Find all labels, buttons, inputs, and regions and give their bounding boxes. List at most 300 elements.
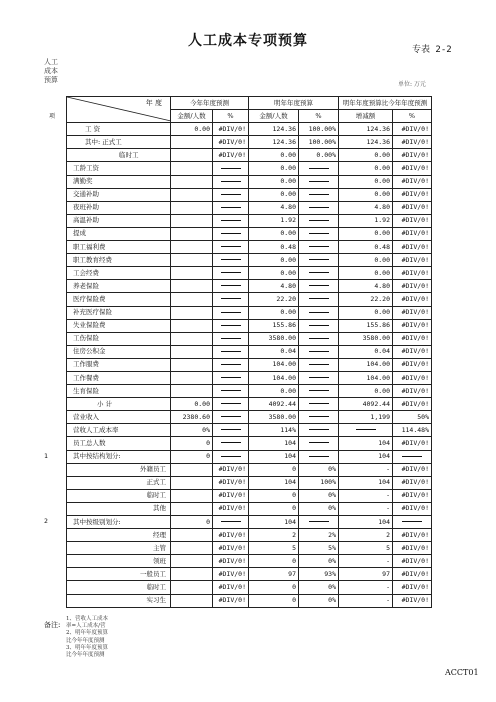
dash-mark bbox=[309, 298, 329, 299]
row-cell: - bbox=[339, 463, 393, 476]
table-row bbox=[67, 450, 432, 463]
table-row bbox=[67, 463, 432, 476]
row-cell: 1.92 bbox=[339, 214, 393, 227]
table-row bbox=[67, 398, 432, 411]
row-cell bbox=[213, 424, 249, 437]
row-label: 职工福利费 bbox=[67, 241, 171, 254]
row-cell: #DIV/0! bbox=[213, 136, 249, 149]
dash-mark bbox=[221, 259, 241, 260]
row-cell: 0.00 bbox=[249, 385, 299, 398]
row-cell: 0 bbox=[249, 463, 299, 476]
dash-mark bbox=[221, 364, 241, 365]
table-row bbox=[67, 227, 432, 240]
header-group-diff: 明年年度预算比今年年度预测 bbox=[339, 97, 432, 110]
dash-mark bbox=[309, 377, 329, 378]
row-cell bbox=[299, 450, 339, 463]
dash-mark bbox=[309, 351, 329, 352]
table-row bbox=[67, 516, 432, 529]
row-cell: 0.00 bbox=[249, 149, 299, 162]
dash-mark bbox=[221, 521, 241, 522]
row-cell bbox=[299, 241, 339, 254]
table-row bbox=[67, 529, 432, 542]
row-cell: 2 bbox=[339, 529, 393, 542]
dash-mark bbox=[309, 325, 329, 326]
row-cell bbox=[171, 568, 213, 581]
row-cell bbox=[171, 214, 213, 227]
row-cell: 0.00 bbox=[339, 227, 393, 240]
row-cell bbox=[299, 280, 339, 293]
row-cell bbox=[213, 450, 249, 463]
row-cell: 124.36 bbox=[339, 136, 393, 149]
notes bbox=[66, 616, 108, 659]
row-cell: 0% bbox=[299, 581, 339, 594]
row-cell: #DIV/0! bbox=[213, 149, 249, 162]
row-cell bbox=[213, 241, 249, 254]
row-cell: 0.00 bbox=[339, 385, 393, 398]
row-cell: #DIV/0! bbox=[213, 555, 249, 568]
table-row bbox=[67, 175, 432, 188]
row-cell: 100.00% bbox=[299, 123, 339, 136]
dash-mark bbox=[221, 207, 241, 208]
row-cell: #DIV/0! bbox=[393, 463, 432, 476]
row-cell: #DIV/0! bbox=[393, 123, 432, 136]
table-row bbox=[67, 594, 432, 607]
table-row bbox=[67, 568, 432, 581]
row-cell: - bbox=[339, 581, 393, 594]
row-cell bbox=[171, 502, 213, 515]
row-cell bbox=[171, 136, 213, 149]
row-cell: #DIV/0! bbox=[393, 267, 432, 280]
table-row bbox=[67, 123, 432, 136]
dash-mark bbox=[309, 390, 329, 391]
table-row bbox=[67, 214, 432, 227]
row-cell: 104 bbox=[339, 450, 393, 463]
row-cell: #DIV/0! bbox=[213, 594, 249, 607]
row-cell: 104.00 bbox=[339, 371, 393, 384]
row-cell bbox=[213, 319, 249, 332]
row-cell bbox=[171, 594, 213, 607]
row-cell: #DIV/0! bbox=[393, 254, 432, 267]
note-line: 1、营收人工成本 bbox=[66, 616, 108, 622]
row-cell bbox=[171, 332, 213, 345]
row-cell bbox=[299, 254, 339, 267]
row-cell bbox=[171, 254, 213, 267]
row-cell: 4.80 bbox=[339, 280, 393, 293]
row-cell bbox=[213, 201, 249, 214]
table-row bbox=[67, 476, 432, 489]
row-cell: 124.36 bbox=[249, 136, 299, 149]
dash-mark bbox=[221, 181, 241, 182]
row-cell: 0% bbox=[299, 555, 339, 568]
row-cell: 0.00 bbox=[171, 123, 213, 136]
row-cell bbox=[393, 516, 432, 529]
row-cell bbox=[213, 345, 249, 358]
row-cell: 0.00 bbox=[339, 149, 393, 162]
row-cell: 0.00 bbox=[249, 254, 299, 267]
row-cell: #DIV/0! bbox=[393, 542, 432, 555]
row-cell: #DIV/0! bbox=[213, 502, 249, 515]
dash-mark bbox=[221, 194, 241, 195]
row-cell bbox=[171, 267, 213, 280]
row-label: 夜班补助 bbox=[67, 201, 171, 214]
dash-mark bbox=[221, 246, 241, 247]
dash-mark bbox=[309, 521, 329, 522]
row-label: 医疗保险费 bbox=[67, 293, 171, 306]
dash-mark bbox=[221, 233, 241, 234]
table-row bbox=[67, 385, 432, 398]
row-label: 提成 bbox=[67, 227, 171, 240]
row-cell: #DIV/0! bbox=[393, 594, 432, 607]
row-label: 领班 bbox=[67, 555, 171, 568]
table-row bbox=[67, 188, 432, 201]
row-cell bbox=[171, 162, 213, 175]
row-cell bbox=[213, 162, 249, 175]
row-cell: 155.86 bbox=[249, 319, 299, 332]
row-cell bbox=[171, 319, 213, 332]
row-cell: 4092.44 bbox=[339, 398, 393, 411]
row-label: 职工教育经费 bbox=[67, 254, 171, 267]
row-cell bbox=[171, 280, 213, 293]
row-cell: #DIV/0! bbox=[393, 319, 432, 332]
row-cell: 22.20 bbox=[249, 293, 299, 306]
row-cell: #DIV/0! bbox=[393, 358, 432, 371]
row-cell: 0% bbox=[299, 489, 339, 502]
row-cell: 0.48 bbox=[249, 241, 299, 254]
row-cell: #DIV/0! bbox=[393, 162, 432, 175]
row-cell: 0.00 bbox=[171, 398, 213, 411]
row-cell: #DIV/0! bbox=[393, 529, 432, 542]
row-label: 其中按级别划分: bbox=[67, 516, 171, 529]
row-cell: 0.48 bbox=[339, 241, 393, 254]
dash-mark bbox=[309, 220, 329, 221]
row-cell: #DIV/0! bbox=[213, 476, 249, 489]
row-cell bbox=[213, 188, 249, 201]
table-row bbox=[67, 502, 432, 515]
row-label: 其中按结构划分: bbox=[67, 450, 171, 463]
row-cell: - bbox=[339, 502, 393, 515]
row-cell bbox=[299, 175, 339, 188]
row-cell: 0.00 bbox=[249, 227, 299, 240]
table-row bbox=[67, 254, 432, 267]
table-row bbox=[67, 306, 432, 319]
row-cell: 0.04 bbox=[339, 345, 393, 358]
row-cell: 124.36 bbox=[249, 123, 299, 136]
table-row bbox=[67, 424, 432, 437]
row-cell: 1,199 bbox=[339, 411, 393, 424]
row-cell: #DIV/0! bbox=[393, 201, 432, 214]
dash-mark bbox=[309, 181, 329, 182]
dash-mark bbox=[309, 233, 329, 234]
row-cell: 5 bbox=[339, 542, 393, 555]
row-cell: 104 bbox=[249, 450, 299, 463]
row-cell: #DIV/0! bbox=[393, 241, 432, 254]
row-cell: 3580.00 bbox=[249, 332, 299, 345]
row-cell: 2380.60 bbox=[171, 411, 213, 424]
row-cell: #DIV/0! bbox=[393, 280, 432, 293]
side-label: 人工 成本 预算 bbox=[44, 58, 58, 84]
row-label: 其他 bbox=[67, 502, 171, 515]
row-cell bbox=[213, 306, 249, 319]
budget-table bbox=[49, 96, 432, 608]
row-cell: 0.00 bbox=[339, 175, 393, 188]
dash-mark bbox=[221, 456, 241, 457]
row-label: 正式工 bbox=[67, 476, 171, 489]
row-cell: 104 bbox=[339, 437, 393, 450]
row-cell: 5 bbox=[249, 542, 299, 555]
table-row bbox=[67, 555, 432, 568]
row-cell bbox=[299, 437, 339, 450]
row-cell: 0 bbox=[249, 489, 299, 502]
row-cell: 0.04 bbox=[249, 345, 299, 358]
dash-mark bbox=[309, 259, 329, 260]
row-cell bbox=[171, 555, 213, 568]
row-cell: 2% bbox=[299, 529, 339, 542]
row-label: 员工总人数 bbox=[67, 437, 171, 450]
row-cell: 4.80 bbox=[249, 201, 299, 214]
header-group-next: 明年年度预算 bbox=[249, 97, 339, 110]
header-group-current: 今年年度预测 bbox=[171, 97, 249, 110]
row-cell: 0.00 bbox=[249, 267, 299, 280]
row-label: 小 计 bbox=[67, 398, 171, 411]
unit-label: 单位: 万元 bbox=[398, 81, 426, 88]
dash-mark bbox=[221, 285, 241, 286]
row-cell bbox=[171, 358, 213, 371]
dash-mark bbox=[309, 285, 329, 286]
table-row bbox=[67, 332, 432, 345]
row-cell: #DIV/0! bbox=[393, 227, 432, 240]
row-cell bbox=[299, 227, 339, 240]
row-cell bbox=[171, 489, 213, 502]
row-cell bbox=[299, 201, 339, 214]
dash-mark bbox=[356, 429, 376, 430]
row-cell: 0 bbox=[249, 555, 299, 568]
row-cell bbox=[299, 306, 339, 319]
row-cell: 97 bbox=[249, 568, 299, 581]
row-cell bbox=[213, 267, 249, 280]
row-cell bbox=[299, 332, 339, 345]
row-cell: 0 bbox=[171, 450, 213, 463]
row-cell bbox=[171, 188, 213, 201]
row-label: 一般员工 bbox=[67, 568, 171, 581]
row-cell bbox=[171, 581, 213, 594]
row-label: 住房公积金 bbox=[67, 345, 171, 358]
row-cell bbox=[213, 437, 249, 450]
row-cell: 5% bbox=[299, 542, 339, 555]
table-row bbox=[67, 280, 432, 293]
row-cell bbox=[213, 254, 249, 267]
dash-mark bbox=[309, 364, 329, 365]
row-label: 临时工 bbox=[67, 489, 171, 502]
row-cell: 104.00 bbox=[339, 358, 393, 371]
row-cell: 0 bbox=[171, 437, 213, 450]
row-cell: 0.00% bbox=[299, 149, 339, 162]
row-cell bbox=[213, 371, 249, 384]
table-number: 专表 2-2 bbox=[412, 45, 452, 55]
row-cell: - bbox=[339, 555, 393, 568]
row-cell: 4.80 bbox=[249, 280, 299, 293]
row-cell bbox=[171, 306, 213, 319]
note-line: 2、明年年度预算 bbox=[66, 630, 108, 637]
row-cell: 0% bbox=[171, 424, 213, 437]
row-label: 失业保险费 bbox=[67, 319, 171, 332]
row-cell bbox=[299, 162, 339, 175]
dash-mark bbox=[221, 312, 241, 313]
dash-mark bbox=[221, 390, 241, 391]
row-cell: 0 bbox=[249, 581, 299, 594]
dash-mark bbox=[309, 442, 329, 443]
row-cell: #DIV/0! bbox=[213, 489, 249, 502]
row-cell: 22.20 bbox=[339, 293, 393, 306]
header-corner bbox=[49, 97, 171, 123]
row-label: 营收人工成本率 bbox=[67, 424, 171, 437]
table-row bbox=[67, 149, 432, 162]
row-cell bbox=[171, 201, 213, 214]
row-cell: 0.00 bbox=[249, 162, 299, 175]
note-line: 比今年年度预测 bbox=[66, 652, 105, 659]
dash-mark bbox=[309, 194, 329, 195]
row-cell bbox=[213, 227, 249, 240]
dash-mark bbox=[221, 220, 241, 221]
row-cell: 2 bbox=[249, 529, 299, 542]
row-label: 满勤奖 bbox=[67, 175, 171, 188]
row-cell: #DIV/0! bbox=[393, 214, 432, 227]
header-sub: 金额/人数 bbox=[171, 110, 213, 123]
row-cell: 104 bbox=[249, 476, 299, 489]
row-cell bbox=[213, 332, 249, 345]
row-cell bbox=[213, 385, 249, 398]
row-cell: #DIV/0! bbox=[213, 568, 249, 581]
row-label: 补充医疗保险 bbox=[67, 306, 171, 319]
row-cell: #DIV/0! bbox=[213, 463, 249, 476]
row-cell bbox=[299, 516, 339, 529]
table-row bbox=[67, 358, 432, 371]
dash-mark bbox=[221, 377, 241, 378]
row-cell: 0.00 bbox=[339, 162, 393, 175]
note-label: 备注: bbox=[44, 621, 61, 629]
row-cell bbox=[171, 345, 213, 358]
dash-mark bbox=[309, 338, 329, 339]
row-cell bbox=[213, 411, 249, 424]
dash-mark bbox=[221, 351, 241, 352]
row-label: 工 资 bbox=[67, 123, 171, 136]
table-row bbox=[67, 411, 432, 424]
dash-mark bbox=[221, 416, 241, 417]
table-row bbox=[67, 489, 432, 502]
row-cell bbox=[299, 319, 339, 332]
table-row bbox=[67, 293, 432, 306]
row-cell bbox=[213, 358, 249, 371]
row-cell bbox=[171, 227, 213, 240]
row-cell bbox=[299, 214, 339, 227]
row-cell: #DIV/0! bbox=[393, 149, 432, 162]
header-corner-bottom: 项 bbox=[49, 113, 56, 120]
row-cell bbox=[299, 358, 339, 371]
row-label: 其中: 正式工 bbox=[67, 136, 171, 149]
row-cell: #DIV/0! bbox=[393, 136, 432, 149]
table-row bbox=[67, 371, 432, 384]
dash-mark bbox=[221, 442, 241, 443]
header-sub: % bbox=[393, 110, 432, 123]
table-row bbox=[67, 162, 432, 175]
table-row bbox=[67, 136, 432, 149]
row-cell: 0 bbox=[171, 516, 213, 529]
dash-mark bbox=[221, 272, 241, 273]
row-cell: 0% bbox=[299, 502, 339, 515]
dash-mark bbox=[309, 312, 329, 313]
row-label: 交通补助 bbox=[67, 188, 171, 201]
row-cell: #DIV/0! bbox=[213, 542, 249, 555]
row-cell: #DIV/0! bbox=[393, 476, 432, 489]
header-sub: % bbox=[213, 110, 249, 123]
row-label: 营业收入 bbox=[67, 411, 171, 424]
row-cell: 3580.00 bbox=[249, 411, 299, 424]
dash-mark bbox=[309, 416, 329, 417]
row-cell bbox=[171, 476, 213, 489]
row-cell: 155.86 bbox=[339, 319, 393, 332]
row-cell bbox=[299, 293, 339, 306]
row-cell: 93% bbox=[299, 568, 339, 581]
dash-mark bbox=[221, 298, 241, 299]
row-cell: 0% bbox=[299, 594, 339, 607]
table-row bbox=[67, 437, 432, 450]
note-line: 3、明年年度预算 bbox=[66, 644, 108, 651]
row-cell: #DIV/0! bbox=[393, 293, 432, 306]
row-cell: #DIV/0! bbox=[393, 398, 432, 411]
row-cell: #DIV/0! bbox=[393, 489, 432, 502]
row-cell bbox=[299, 267, 339, 280]
row-cell: 100.00% bbox=[299, 136, 339, 149]
row-cell bbox=[299, 371, 339, 384]
row-label: 临时工 bbox=[67, 581, 171, 594]
row-cell: 0.00 bbox=[339, 267, 393, 280]
row-cell: #DIV/0! bbox=[393, 437, 432, 450]
row-cell bbox=[171, 241, 213, 254]
table-row bbox=[67, 542, 432, 555]
row-cell bbox=[299, 345, 339, 358]
row-cell: 114.48% bbox=[393, 424, 432, 437]
row-cell bbox=[213, 175, 249, 188]
row-cell: #DIV/0! bbox=[393, 385, 432, 398]
dash-mark bbox=[402, 456, 422, 457]
row-cell: 124.36 bbox=[339, 123, 393, 136]
row-cell bbox=[171, 385, 213, 398]
table-row bbox=[67, 267, 432, 280]
row-label: 工伤保险 bbox=[67, 332, 171, 345]
row-number: 2 bbox=[44, 517, 48, 525]
dash-mark bbox=[309, 246, 329, 247]
table-row bbox=[67, 319, 432, 332]
row-cell: #DIV/0! bbox=[393, 581, 432, 594]
row-cell: #DIV/0! bbox=[393, 332, 432, 345]
note-line: 比今年年度预测 bbox=[66, 637, 105, 644]
row-cell bbox=[393, 450, 432, 463]
row-label: 养老保险 bbox=[67, 280, 171, 293]
dash-mark bbox=[402, 521, 422, 522]
row-cell: 104.00 bbox=[249, 358, 299, 371]
table-row bbox=[67, 581, 432, 594]
row-cell: #DIV/0! bbox=[393, 502, 432, 515]
row-cell: 104 bbox=[249, 437, 299, 450]
row-label: 工会经费 bbox=[67, 267, 171, 280]
row-cell: 0 bbox=[249, 594, 299, 607]
row-cell: #DIV/0! bbox=[213, 123, 249, 136]
dash-mark bbox=[309, 272, 329, 273]
row-cell: 104 bbox=[339, 516, 393, 529]
row-cell: 1.92 bbox=[249, 214, 299, 227]
dash-mark bbox=[221, 168, 241, 169]
row-cell bbox=[213, 398, 249, 411]
dash-mark bbox=[309, 456, 329, 457]
